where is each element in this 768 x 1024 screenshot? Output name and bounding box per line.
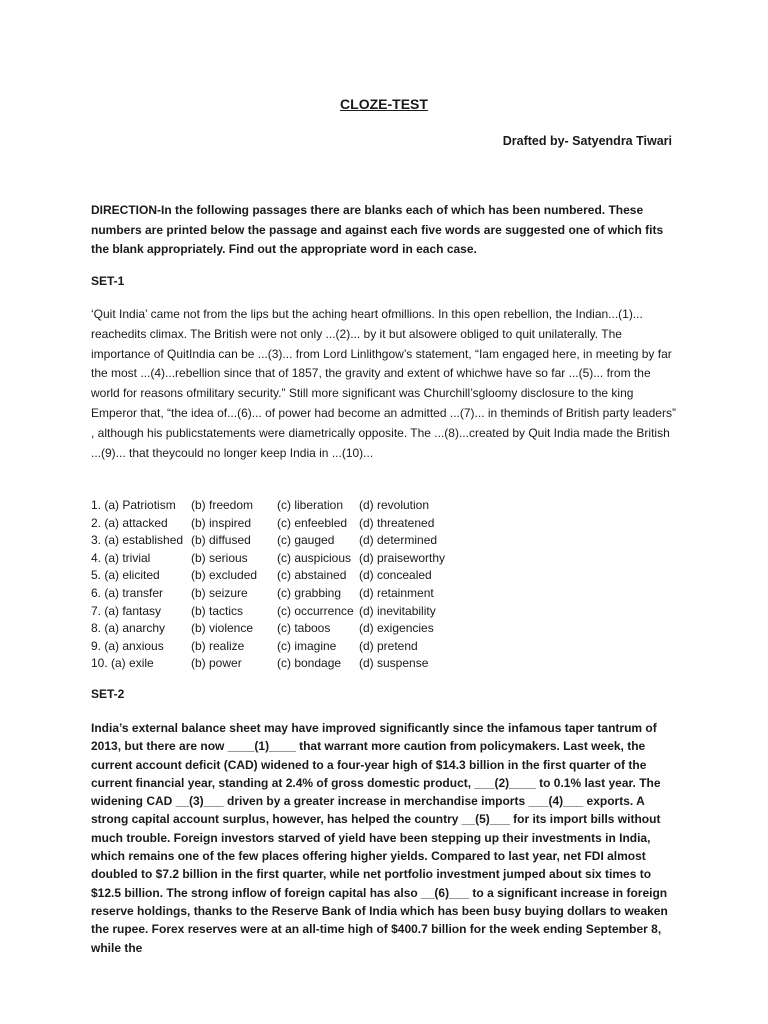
option-row [91, 550, 681, 568]
option-d: (d) determined [359, 533, 438, 548]
option-c: (c) gauged [277, 533, 335, 548]
option-c: (c) grabbing [277, 585, 342, 600]
option-b: (b) serious [191, 550, 248, 565]
option-b: (b) tactics [191, 603, 244, 618]
option-a: 4. (a) trivial [91, 550, 151, 565]
option-d: (d) revolution [359, 498, 430, 512]
option-b: (b) freedom [191, 498, 254, 512]
option-d: (d) praiseworthy [359, 550, 446, 565]
page-title: CLOZE-TEST [340, 96, 428, 112]
option-a: 8. (a) anarchy [91, 621, 166, 636]
set1-heading: SET-1 [91, 274, 125, 288]
option-b: (b) power [191, 656, 242, 671]
option-row [91, 638, 681, 656]
option-a: 2. (a) attacked [91, 515, 168, 530]
option-c: (c) bondage [277, 656, 342, 671]
set2-passage: India’s external balance sheet may have improved significantly since the infamous taper tantrum of 2013, but there are now ____(1)____ that warrant more caution from policymakers. Last week, the current account deficit (CAD) widened to a four-year high of $14.3 billion in the first quarter of the current financial year, standing at 2.4% of gross domestic product, ___(2)____ to 0.1% last year. The widening CAD __(3)___ driven by a greater increase in merchandise imports ___(4)___ exports. A strong capital account surplus, however, has helped the country __(5)___ for its import bills without much trouble. Foreign investors starved of yield have been stepping up their investments in India, which remains one of the few places offering higher yields. Compared to last year, net FDI almost doubled to $7.2 billion in the first quarter, while net portfolio investment jumped about six times to $12.5 billion. The strong inflow of foreign capital has also __(6)___ to a significant increase in foreign reserve holdings, thanks to the Reserve Bank of India which has been busy buying dollars to weaken the rupee. Forex reserves were at an all-time high of $400.7 billion for the week ending September 8, while the [91, 721, 668, 955]
option-row [91, 532, 681, 550]
option-c: (c) abstained [277, 568, 347, 583]
option-a: 7. (a) fantasy [91, 603, 162, 618]
option-c: (c) occurrence [277, 603, 354, 618]
author-credit: Drafted by- Satyendra Tiwari [502, 134, 672, 148]
option-d: (d) pretend [359, 638, 418, 653]
option-b: (b) excluded [191, 568, 258, 583]
option-row [91, 603, 681, 621]
option-d: (d) inevitability [359, 603, 436, 618]
option-row [91, 585, 681, 603]
option-c: (c) enfeebled [277, 515, 348, 530]
option-d: (d) suspense [359, 656, 429, 671]
option-a: 10. (a) exile [91, 656, 154, 671]
option-row [91, 567, 681, 585]
option-a: 3. (a) established [91, 533, 184, 548]
option-row [91, 620, 681, 638]
set1-passage: ‘Quit India’ came not from the lips but the aching heart ofmillions. In this open rebellion, the Indian...(1)... reachedits climax. The British were not only ...(2)... by it but alsowere obliged to quit unilaterally. The importance of QuitIndia can be ...(3)... from Lord Linlithgow’s statement, “Iam engaged here, in meeting by far the most ...(4)...rebellion since that of 1857, the gravity and extent of whichwe have so far ...(5)... from the world for reasons ofmilitary security.” Still more significant was Churchill’sgloomy disclosure to the king Emperor that, “the idea of...(6)... of power had become an admitted ...(7)... in theminds of British party leaders” , although his publicstatements were diametrically opposite. The ...(8)...created by Quit India made the British ...(9)... that theycould no longer keep India in ...(10)... [91, 307, 676, 460]
option-row [91, 655, 681, 673]
option-c: (c) taboos [277, 621, 331, 636]
set1-options-list [91, 497, 681, 673]
set2-heading: SET-2 [91, 687, 125, 701]
option-row [91, 497, 681, 515]
option-b: (b) violence [191, 621, 254, 636]
option-row [91, 515, 681, 533]
option-b: (b) realize [191, 638, 245, 653]
direction-text: DIRECTION-In the following passages there are blanks each of which has been numbered. These numbers are printed below the passage and against each five words are suggested one of which fits the blank appropriately. Find out the appropriate word in each case. [91, 203, 664, 256]
option-c: (c) imagine [277, 638, 337, 653]
option-d: (d) exigencies [359, 621, 434, 636]
option-b: (b) diffused [191, 533, 251, 548]
option-c: (c) liberation [277, 498, 344, 512]
option-d: (d) threatened [359, 515, 435, 530]
option-a: 9. (a) anxious [91, 638, 164, 653]
option-b: (b) seizure [191, 585, 248, 600]
option-a: 1. (a) Patriotism [91, 498, 176, 512]
option-c: (c) auspicious [277, 550, 352, 565]
option-a: 5. (a) elicited [91, 568, 160, 583]
option-d: (d) concealed [359, 568, 432, 583]
option-d: (d) retainment [359, 585, 434, 600]
option-b: (b) inspired [191, 515, 252, 530]
option-a: 6. (a) transfer [91, 585, 164, 600]
